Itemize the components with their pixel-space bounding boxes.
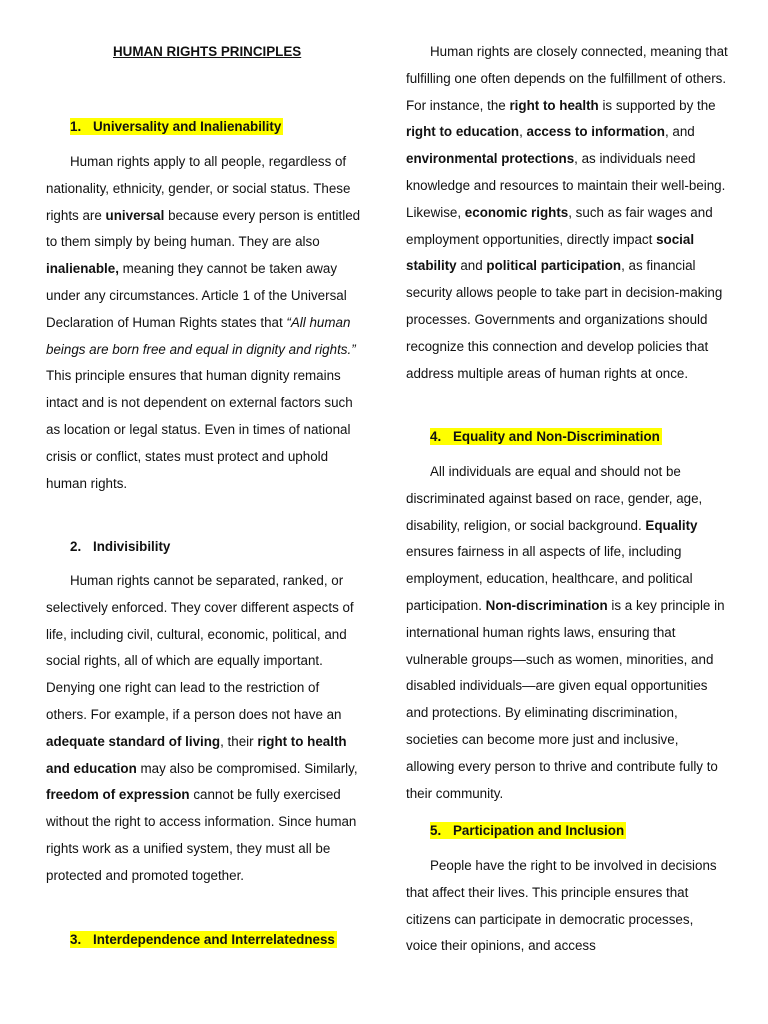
text-run: and: [456, 258, 487, 274]
text-run: cannot be fully exercised without the right to access information. Since human rights work as a unified system, they must all be protected and promoted together.: [46, 787, 357, 883]
section-paragraph-1: [46, 149, 362, 497]
text-run: This principle ensures that human dignity remains intact and is not dependent on external factors such as location or legal status. Even in times of national crisis or conflict, states must protect and uphold human rights.: [46, 368, 353, 491]
text-run: Human rights apply to all people, regardless of nationality, ethnicity, gender, or social status. These rights are: [46, 154, 351, 223]
bold-term: freedom of expression: [46, 787, 190, 803]
text-run: is a key principle in international human rights laws, ensuring that vulnerable groups—such as women, minorities, and disabled individuals—are given equal opportunities and protections. By eliminating discrimination, societies can become more just and inclusive, allowing every person to thrive and contribute fully to their community.: [406, 597, 725, 801]
text-run: may also be compromised. Similarly,: [136, 760, 358, 776]
bold-term: Equality: [645, 517, 698, 533]
bold-term: access to information: [526, 124, 665, 140]
section-paragraph-2: [46, 568, 362, 890]
bold-term: right to health: [509, 97, 599, 113]
section-heading-4: 4. Equality and Non-Discrimination: [430, 429, 660, 444]
section-paragraph-3: [406, 39, 728, 387]
bold-term: universal: [105, 207, 165, 223]
bold-term: economic rights: [464, 204, 569, 220]
text-run: ensures fairness in all aspects of life, including employment, education, healthcare, and political participation.: [406, 544, 693, 613]
text-run: Human rights cannot be separated, ranked, or selectively enforced. They cover different aspects of life, including civil, cultural, economic, political, and social rights, all of which are equally important. Denying one right can lead to the restriction of others. For example, if a person does not have an: [46, 573, 354, 722]
text-run: All individuals are equal and should not be discriminated against based on race, gender, age, disability, religion, or social background.: [406, 464, 703, 533]
section-heading-1: 1. Universality and Inalienability: [70, 119, 282, 134]
text-run: , as financial security allows people to take part in decision-making processes. Governments and organizations should recognize this connection and develop policies that address multiple areas of human rights at once.: [406, 258, 723, 381]
bold-term: environmental protections: [406, 151, 575, 167]
text-run: Human rights are closely connected, meaning that fulfilling one often depends on the fulfillment of others. For instance, the: [406, 44, 728, 113]
text-run: , as individuals need knowledge and resources to maintain their well-being. Likewise,: [406, 151, 726, 220]
bold-term: inalienable,: [46, 261, 119, 277]
bold-term: right to health and education: [46, 733, 347, 776]
page-title: HUMAN RIGHTS PRINCIPLES: [113, 44, 302, 59]
text-run: , and: [664, 124, 695, 140]
section-paragraph-4: [406, 459, 728, 807]
bold-term: adequate standard of living: [46, 733, 221, 749]
bold-term: social stability: [406, 231, 695, 274]
text-run: , their: [220, 733, 258, 749]
text-run: People have the right to be involved in decisions that affect their lives. This principle ensures that citizens can participate in democratic processes, voice their opinions, and access: [406, 858, 717, 954]
section-heading-2: 2. Indivisibility: [70, 539, 171, 554]
text-run: is supported by the: [598, 97, 716, 113]
section-heading-3: 3. Interdependence and Interrelatedness: [70, 932, 335, 947]
text-run: because every person is entitled to them simply by being human. They are also: [46, 207, 361, 250]
section-heading-5: 5. Participation and Inclusion: [430, 823, 625, 838]
section-paragraph-5: [406, 853, 728, 960]
bold-term: Non-discrimination: [485, 597, 608, 613]
text-run: meaning they cannot be taken away under any circumstances. Article 1 of the Universal Declaration of Human Rights states that: [46, 261, 347, 330]
text-run: , such as fair wages and employment opportunities, directly impact: [406, 204, 713, 247]
text-run: ,: [519, 124, 527, 140]
bold-term: right to education: [406, 124, 520, 140]
quotation: “All human beings are born free and equal in dignity and rights.”: [46, 314, 356, 357]
bold-term: political participation: [486, 258, 622, 274]
